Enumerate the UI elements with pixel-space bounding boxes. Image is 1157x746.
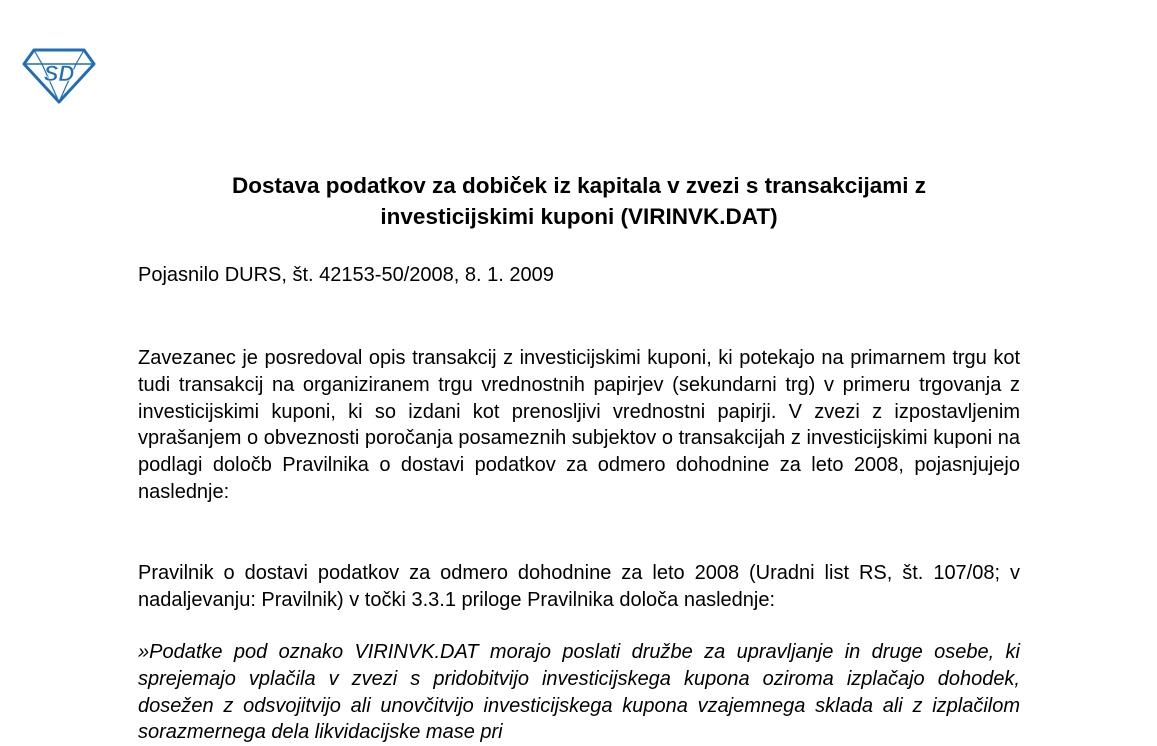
paragraph-3-quote: »Podatke pod oznako VIRINVK.DAT morajo poslati družbe za upravljanje in druge osebe, ki sprejemajo vplačila v zvezi s pridobitvijo investicijskega kupona oziroma izplačajo dohodek, dosežen z odsvojitvijo ali unovčitvijo investicijskega kupona vzajemnega sklada ali z izplačilom sorazmernega dela likvidacijske mase pri bbox=[138, 641, 1020, 744]
document-subtitle: Pojasnilo DURS, št. 42153-50/2008, 8. 1. 2009 bbox=[138, 264, 554, 286]
logo-text: SD bbox=[43, 61, 75, 86]
paragraph-2: Pravilnik o dostavi podatkov za odmero dohodnine za leto 2008 (Uradni list RS, št. 107/08; v nadaljevanju: Pravilnik) v točki 3.3.1 priloge Pravilnika določa naslednje: bbox=[138, 562, 1020, 611]
title-line-2: investicijskimi kuponi (VIRINVK.DAT) bbox=[380, 204, 778, 229]
paragraph-1: Zavezanec je posredoval opis transakcij z investicijskimi kuponi, ki potekajo na primarnem trgu kot tudi transakcij na organiziranem trgu vrednostnih papirjev (sekundarni trg) v primeru trgovanja z investicijskimi kuponi, ki so izdani kot prenosljivi vrednostni papirji. V zvezi z izpostavljenim vprašanjem o obveznosti poročanja posameznih subjektov o transakcijah z investicijskimi kuponi na podlagi določb Pravilnika o dostavi podatkov za odmero dohodnine za leto 2008, pojasnjujejo naslednje: bbox=[138, 347, 1020, 503]
title-line-1: Dostava podatkov za dobiček iz kapitala v zvezi s transakcijami z bbox=[231, 173, 927, 198]
logo-icon bbox=[22, 48, 96, 104]
document-title bbox=[138, 170, 1020, 232]
